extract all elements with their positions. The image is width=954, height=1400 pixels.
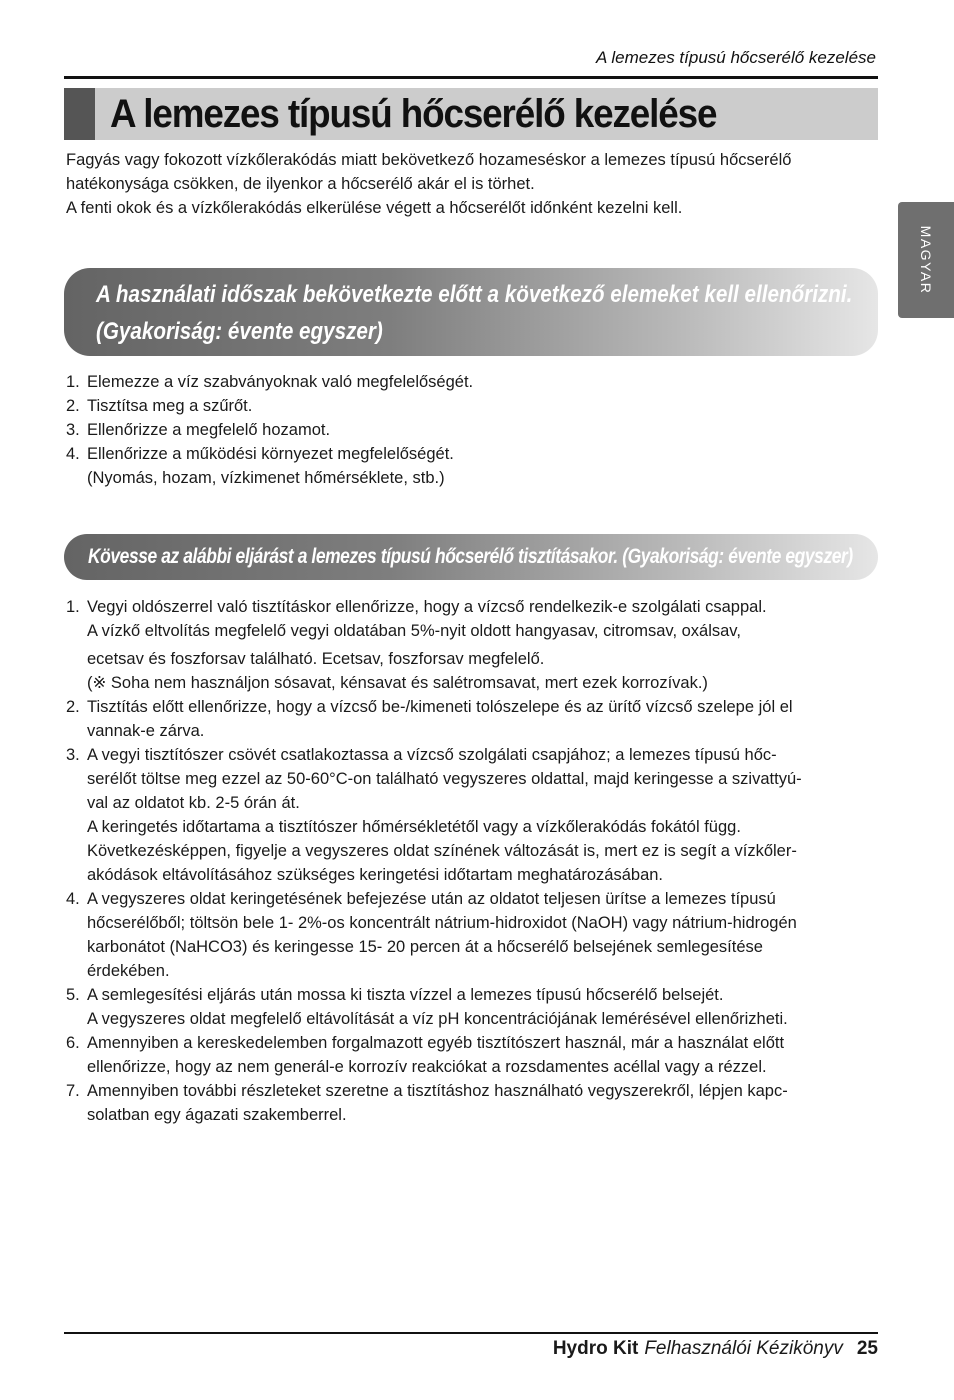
item-text: Ellenőrizze a megfelelő hozamot.	[87, 421, 331, 439]
item-text: A vegyszeres oldat keringetésének befejezése után az oldatot teljesen ürítse a lemezes típusú	[87, 890, 776, 908]
list-item	[66, 370, 878, 394]
intro-paragraph: Fagyás vagy fokozott vízkőlerakódás miatt bekövetkező hozameséskor a lemezes típusú hőcserélő hatékonysága csökken, de ilyenkor a hőcserélő akár el is törhet.	[66, 151, 792, 193]
item-text: Elemezze a víz szabványoknak való megfelelőségét.	[87, 373, 474, 391]
footer-manual-title: Felhasználói Kézikönyv	[644, 1338, 843, 1359]
bottom-rule	[64, 1332, 878, 1334]
title-bar	[64, 88, 878, 140]
list-item	[66, 887, 878, 983]
item-text: Amennyiben további részleteket szeretne a tisztításhoz használható vegyszerekről, lépjen kapc-	[87, 1082, 788, 1100]
section-heading-line: (Gyakoriság: évente egyszer)	[96, 318, 383, 345]
item-number: 5.	[66, 986, 80, 1004]
item-number: 1.	[66, 598, 80, 616]
item-text: Amennyiben a kereskedelemben forgalmazott egyéb tisztítószert használ, már a használat előtt	[87, 1034, 785, 1052]
list-item	[66, 394, 878, 418]
item-text: Tisztítsa meg a szűrőt.	[87, 397, 253, 415]
item-text: A keringetés időtartama a tisztítószer hőmérsékletétől vagy a vízkőlerakódás fokától függ.	[87, 818, 741, 836]
item-number: 3.	[66, 421, 80, 439]
section-heading-check	[64, 268, 878, 356]
list-item	[66, 418, 878, 442]
running-head: A lemezes típusú hőcserélő kezelése	[595, 48, 876, 67]
intro-paragraph: A fenti okok és a vízkőlerakódás elkerülése végett a hőcserélőt időnként kezelni kell.	[66, 199, 683, 217]
item-text: val az oldatot kb. 2-5 órán át.	[87, 794, 300, 812]
item-text: A vegyszeres oldat megfelelő eltávolítását a víz pH koncentrációjának lemérésével ellenőrizheti.	[87, 1010, 788, 1028]
item-number: 4.	[66, 890, 80, 908]
list-item	[66, 1079, 878, 1127]
item-number: 4.	[66, 445, 80, 463]
item-text: érdekében.	[87, 962, 170, 980]
section-heading-line: A használati időszak bekövetkezte előtt a következő elemeket kell ellenőrizni.	[96, 281, 853, 308]
list-item	[66, 442, 878, 490]
list-item	[66, 983, 878, 1031]
language-tab	[898, 202, 954, 318]
section-heading-line: Kövesse az alábbi eljárást a lemezes típusú hőcserélő tisztításakor. (Gyakoriság: évente egyszer)	[88, 545, 853, 568]
item-text: solatban egy ágazati szakemberrel.	[87, 1106, 347, 1124]
cleaning-steps	[66, 595, 878, 1127]
list-item	[66, 595, 878, 695]
item-text: Tisztítás előtt ellenőrizze, hogy a vízcső be-/kimeneti tolószelepe és az ürítő vízcső szelepe jól el	[87, 698, 793, 716]
item-number: 3.	[66, 746, 80, 764]
item-number: 7.	[66, 1082, 80, 1100]
list-item	[66, 1031, 878, 1079]
item-text: A vízkő eltvolítás megfelelő vegyi oldatában 5%-nyit oldott hangyasav, citromsav, oxálsav,	[87, 622, 741, 640]
item-text: karbonátot (NaHCO3) és keringesse 15- 20 percen át a hőcserélő belsejének semlegesítése	[87, 938, 763, 956]
item-number: 2.	[66, 698, 80, 716]
title-accent-block	[64, 88, 95, 140]
item-text: ellenőrizze, hogy az nem generál-e korrozív reakciókat a rozsdamentes acéllal vagy a rézzel.	[87, 1058, 767, 1076]
intro-text	[66, 148, 878, 220]
item-text: ecetsav és foszforsav található. Ecetsav, foszforsav megfelelő.	[87, 650, 545, 668]
item-text: Ellenőrizze a működési környezet megfelelőségét.	[87, 445, 454, 463]
item-number: 6.	[66, 1034, 80, 1052]
item-text: vannak-e zárva.	[87, 722, 205, 740]
item-text: serélőt töltse meg ezzel az 50-60°C-on található vegyszeres oldattal, majd keringesse a szivattyú-	[87, 770, 802, 788]
top-rule	[64, 76, 878, 79]
item-number: 1.	[66, 373, 80, 391]
item-text: (Nyomás, hozam, vízkimenet hőmérséklete, stb.)	[87, 469, 445, 487]
footer-brand: Hydro Kit	[552, 1338, 639, 1359]
list-item	[66, 695, 878, 743]
item-text: Következésképpen, figyelje a vegyszeres oldat színének változását is, mert ez is segít a vízkőler-	[87, 842, 797, 860]
check-list	[66, 370, 878, 490]
language-tab-label: MAGYAR	[918, 225, 934, 295]
item-text: A vegyi tisztítószer csövét csatlakoztassa a vízcső szolgálati csapjához; a lemezes típusú hőc-	[87, 746, 777, 764]
page-number: 25	[856, 1338, 878, 1359]
item-text: Vegyi oldószerrel való tisztításkor ellenőrizze, hogy a vízcső rendelkezik-e szolgálati csappal.	[87, 598, 767, 616]
item-text: hőcserélőből; töltsön bele 1- 2%-os koncentrált nátrium-hidroxidot (NaOH) vagy nátrium-hidrogén	[87, 914, 797, 932]
section-heading-cleaning	[64, 534, 878, 580]
item-number: 2.	[66, 397, 80, 415]
item-text: A semlegesítési eljárás után mossa ki tiszta vízzel a lemezes típusú hőcserélő belsejét.	[87, 986, 724, 1004]
item-text: (※ Soha nem használjon sósavat, kénsavat és salétromsavat, mert ezek korrozívak.)	[87, 674, 708, 692]
item-text: akódások eltávolításához szükséges keringetési időtartam meghatározásában.	[87, 866, 664, 884]
footer	[553, 1338, 878, 1360]
page-title: A lemezes típusú hőcserélő kezelése	[110, 92, 717, 136]
list-item	[66, 743, 878, 887]
